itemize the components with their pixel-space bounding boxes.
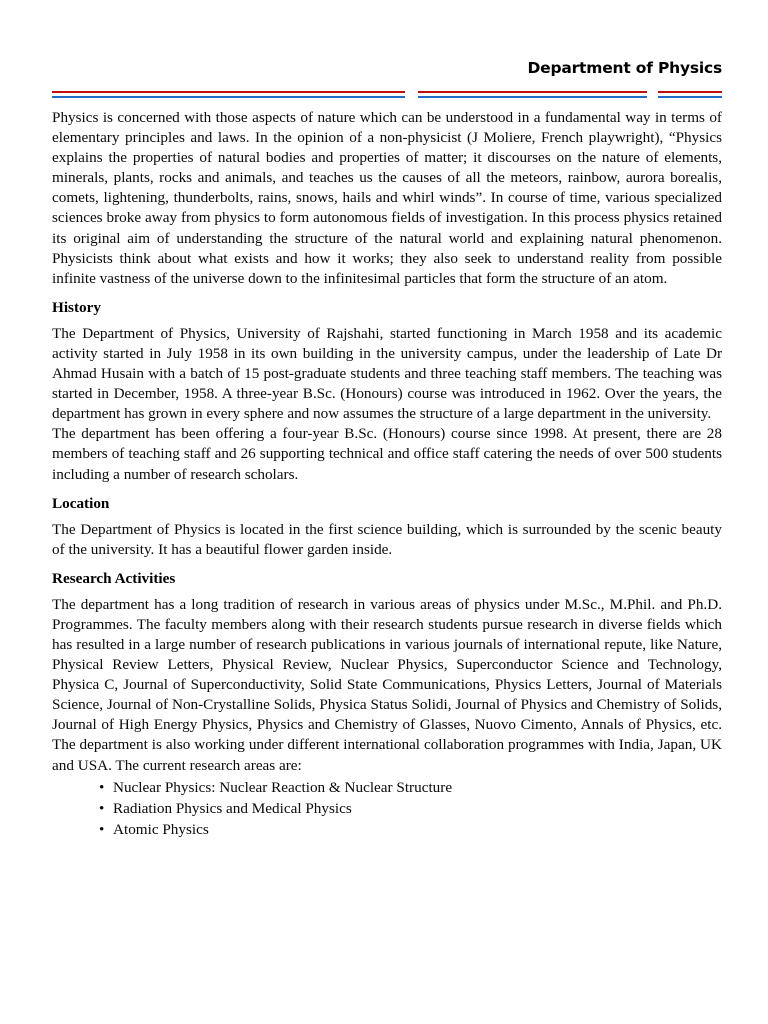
intro-paragraph: Physics is concerned with those aspects of nature which can be understood in a fundamental way in terms of elementary principles and laws. In the opinion of a non-physicist (J Moliere, French playwright), “Physics explains the properties of natural bodies and properties of matter; it discourses on the nature of elements, minerals, plants, rocks and animals, and teaches us the causes of all the meteors, rainbow, aurora borealis, comets, lightening, thunderbolts, rains, snows, hails and whirl winds”. In course of time, various specialized sciences broke away from physics to form autonomous fields of investigation. In this process physics retained its original aim of understanding the structure of the natural world and explaining natural phenomenon. Physicists think about what exists and how it works; they also seek to understand reality from possible infinite vastness of the universe down to the infinitesimal particles that form the structure of an atom. — [52, 109, 722, 287]
bullet-icon: • — [99, 799, 105, 817]
list-item — [52, 819, 722, 840]
bullet-icon: • — [99, 820, 105, 838]
section-heading-location: Location — [52, 494, 110, 512]
location-paragraph-1: The Department of Physics is located in the first science building, which is surrounded by the scenic beauty of the university. It has a beautiful flower garden inside. — [52, 520, 722, 558]
list-item — [52, 777, 722, 798]
bullet-icon: • — [99, 778, 105, 796]
list-item-label: Atomic Physics — [113, 820, 209, 838]
header-rule-segment-right — [658, 91, 722, 99]
list-item-label: Radiation Physics and Medical Physics — [113, 799, 352, 817]
page-header — [52, 60, 722, 77]
header-rule-blue-line — [658, 96, 722, 98]
header-rule-red-line — [418, 91, 647, 93]
header-rule-blue-line — [418, 96, 647, 98]
header-rule-blue-line — [52, 96, 405, 98]
research-areas-list — [52, 777, 722, 840]
history-paragraph-2: The department has been offering a four-year B.Sc. (Honours) course since 1998. At present, there are 28 members of teaching staff and 26 supporting technical and office staff catering the needs of over 500 students including a number of research scholars. — [52, 425, 722, 483]
header-rule-segment-middle — [418, 91, 647, 99]
document-body — [52, 108, 722, 840]
spacer — [52, 560, 722, 569]
research-paragraph-1: The department has a long tradition of research in various areas of physics under M.Sc., M.Phil. and Ph.D. Programmes. The faculty members along with their research students pursue research in diverse fields which has resulted in a large number of research publications in various journals of international repute, like Nature, Physical Review Letters, Physical Review, Nuclear Physics, Superconductor Science and Technology, Physica C, Journal of Superconductivity, Solid State Communications, Physics Letters, Journal of Materials Science, Journal of Non-Crystalline Solids, Physica Status Solidi, Journal of Physics and Chemistry of Solids, Journal of High Energy Physics, Physics and Chemistry of Glasses, Nuovo Cimento, Annals of Physics, etc. The department is also working under different international collaboration programmes with India, Japan, UK and USA. The current research areas are: — [52, 595, 722, 774]
spacer — [52, 289, 722, 298]
header-rule-segment-left — [52, 91, 405, 99]
header-rule-red-line — [658, 91, 722, 93]
section-heading-history: History — [52, 298, 101, 316]
list-item-label: Nuclear Physics: Nuclear Reaction & Nuclear Structure — [113, 778, 453, 796]
spacer — [52, 485, 722, 494]
header-rule-band — [52, 91, 722, 99]
list-item — [52, 798, 722, 819]
history-paragraph-1: The Department of Physics, University of Rajshahi, started functioning in March 1958 and its academic activity started in July 1958 in its own building in the university campus, under the leadership of Late Dr Ahmad Husain with a batch of 15 post-graduate students and three teaching staff members. The teaching was started in December, 1958. A three-year B.Sc. (Honours) course was introduced in 1962. Over the years, the department has grown in every sphere and now assumes the structure of a large department in the university. — [52, 324, 722, 423]
section-heading-research-activities: Research Activities — [52, 569, 176, 587]
header-rule-red-line — [52, 91, 405, 93]
page-title: Department of Physics — [527, 59, 722, 77]
